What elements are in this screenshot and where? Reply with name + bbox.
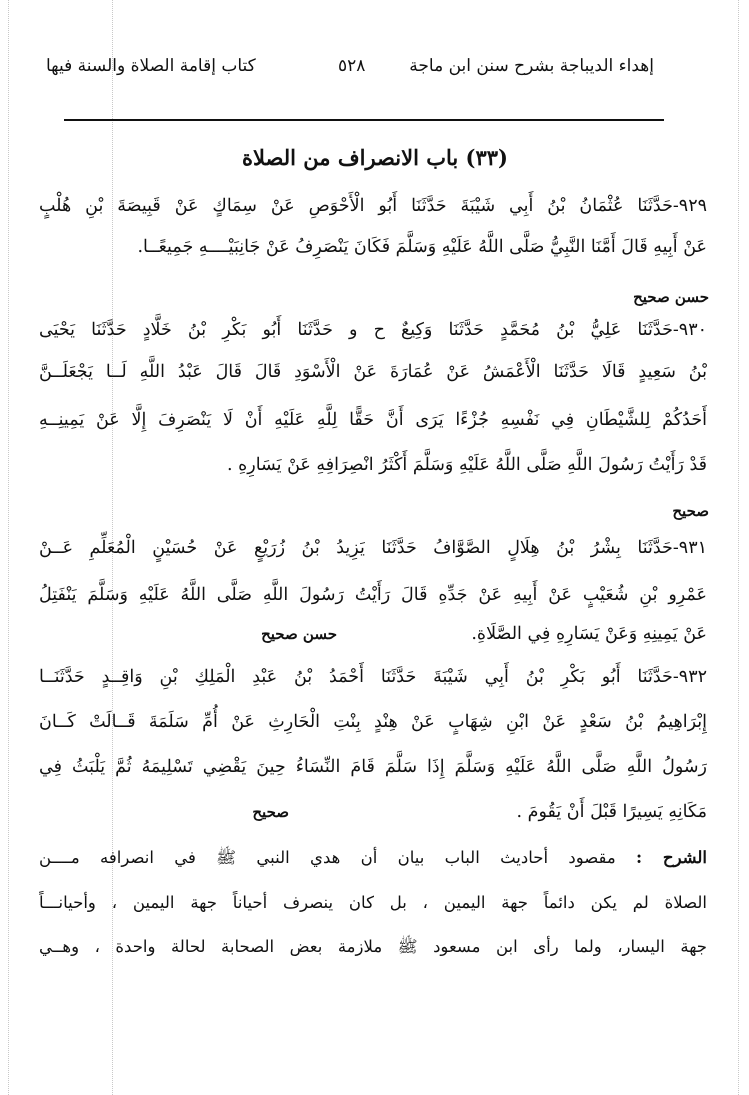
running-header [46,48,654,84]
header-book-title: إهداء الديباجة بشرح سنن ابن ماجة [409,56,654,76]
scan-artifact-line [738,0,739,1095]
hadith-930-grade: صحيح [672,502,709,520]
hadith-932-grade: صحيح [252,803,289,821]
hadith-932-line-4: مَكَانِهِ يَسِيرًا قَبْلَ أَنْ يَقُومَ . [516,802,707,822]
sharh-line-1-text: مقصود أحاديث الباب بيان أن هدي النبي ﷺ في انصرافه مــــن [39,848,616,867]
sharh-line-1 [39,838,707,878]
hadith-932-line-2: إِبْرَاهِيمُ بْنُ سَعْدٍ عَنْ ابْنِ شِهَابٍ عَنْ هِنْدٍ بِنْتِ الْحَارِثِ عَنْ أُمِّ سَلَمَةَ قَــالَتْ كَــانَ [39,712,707,732]
hadith-929-line-1: ٩٢٩-حَدَّثَنَا عُثْمَانُ بْنُ أَبِي شَيْبَةَ حَدَّثَنَا أَبُو الْأَحْوَصِ عَنْ سِمَاكٍ عَنْ قَبِيصَةَ بْنِ هُلْبٍ [39,196,707,216]
header-section-title: كتاب إقامة الصلاة والسنة فيها [46,56,256,76]
hadith-929-line-2: عَنْ أَبِيهِ قَالَ أَمَّنَا النَّبِيُّ صَلَّى اللَّهُ عَلَيْهِ وَسَلَّمَ فَكَانَ يَنْصَرِفُ عَنْ جَانِبَيْــــهِ جَمِيعًــا. [137,237,707,257]
hadith-932-line-1: ٩٣٢-حَدَّثَنَا أَبُو بَكْرِ بْنُ أَبِي شَيْبَةَ حَدَّثَنَا أَحْمَدُ بْنُ عَبْدِ الْمَلِكِ بْنِ وَاقِــدٍ حَدَّثَنَــا [39,667,707,687]
hadith-930-line-4: قَدْ رَأَيْتُ رَسُولَ اللَّهِ صَلَّى اللَّهُ عَلَيْهِ وَسَلَّمَ أَكْثَرُ انْصِرَافِهِ عَنْ يَسَارِهِ . [226,455,707,475]
hadith-930-line-1: ٩٣٠-حَدَّثَنَا عَلِيُّ بْنُ مُحَمَّدٍ حَدَّثَنَا وَكِيعٌ ح و حَدَّثَنَا أَبُو بَكْرِ بْنُ خَلَّادٍ حَدَّثَنَا يَحْيَى [39,320,707,340]
sharh-line-2: الصلاة لم يكن دائماً جهة اليمين ، بل كان ينصرف أحياناً جهة اليمين ، وأحيانـــاً [39,893,707,912]
hadith-932-line-3: رَسُولُ اللَّهِ صَلَّى اللَّهُ عَلَيْهِ وَسَلَّمَ إِذَا سَلَّمَ قَامَ النِّسَاءُ حِينَ يَقْضِي تَسْلِيمَهُ ثُمَّ يَلْبَثُ فِي [39,757,707,777]
hadith-931-grade: حسن صحيح [261,625,337,643]
sharh-label: الشرح : [636,848,707,867]
hadith-931-line-1: ٩٣١-حَدَّثَنَا بِشْرُ بْنُ هِلَالٍ الصَّوَّافُ حَدَّثَنَا يَزِيدُ بْنُ زُرَيْعٍ عَنْ حُسَيْنٍ الْمُعَلِّمِ عَــنْ [39,538,707,558]
scan-artifact-line [8,0,9,1095]
sharh-line-3: جهة اليسار، ولما رأى ابن مسعود ﷺ ملازمة بعض الصحابة لحالة واحدة ، وهــي [39,937,707,956]
header-divider [64,119,664,121]
hadith-930-line-2: بْنُ سَعِيدٍ قَالَا حَدَّثَنَا الْأَعْمَشُ عَنْ عُمَارَةَ عَنْ الْأَسْوَدِ قَالَ قَالَ عَبْدُ اللَّهِ لَــا يَجْعَلَــنَّ [39,362,707,382]
chapter-title: (٣٣) باب الانصراف من الصلاة [242,145,508,170]
page-number: ٥٢٨ [338,56,366,76]
hadith-931-line-2: عَمْرِو بْنِ شُعَيْبٍ عَنْ أَبِيهِ عَنْ جَدِّهِ قَالَ رَأَيْتُ رَسُولَ اللَّهِ صَلَّى اللَّهُ عَلَيْهِ وَسَلَّمَ يَنْفَتِلُ [39,585,707,605]
hadith-930-line-3: أَحَدُكُمْ لِلشَّيْطَانِ فِي نَفْسِهِ جُزْءًا يَرَى أَنَّ حَقًّا لِلَّهِ عَلَيْهِ أَنْ لَا يَنْصَرِفَ إِلَّا عَنْ يَمِينِــهِ [39,410,707,430]
hadith-929-grade: حسن صحيح [633,288,709,306]
hadith-931-line-3: عَنْ يَمِينِهِ وَعَنْ يَسَارِهِ فِي الصَّلَاةِ. [471,624,707,644]
